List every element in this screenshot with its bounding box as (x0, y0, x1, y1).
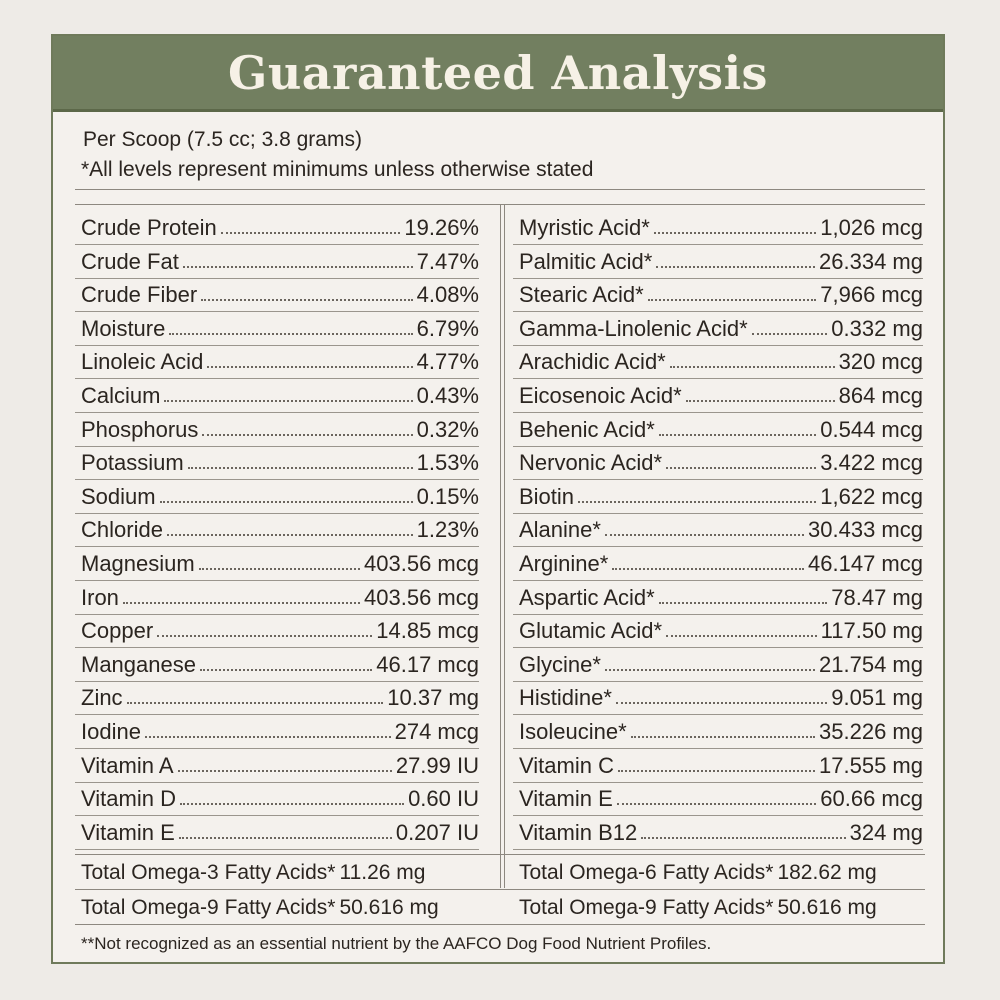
nutrient-name: Palmitic Acid* (519, 248, 653, 274)
nutrient-name: Phosphorus (81, 416, 199, 442)
dot-leader (670, 354, 835, 368)
dot-leader (188, 455, 413, 469)
nutrient-name: Vitamin E (519, 786, 613, 812)
nutrient-row (513, 514, 923, 547)
nutrient-row (513, 246, 923, 279)
nutrient-value: 274 mcg (394, 719, 479, 744)
nutrient-row (75, 279, 479, 312)
nutrient-value: 78.47 mg (831, 584, 923, 610)
nutrient-name: Chloride (81, 517, 163, 543)
nutrient-value: 6.79% (416, 315, 479, 341)
nutrient-row (75, 582, 479, 615)
nutrient-name: Iodine (81, 719, 141, 744)
nutrient-value: 403.56 mcg (364, 551, 479, 576)
dot-leader (157, 623, 372, 637)
nutrient-value: 27.99 IU (395, 752, 479, 778)
nutrient-name: Vitamin A (81, 752, 174, 778)
nutrient-row (513, 346, 923, 379)
dot-leader (179, 825, 392, 839)
nutrient-name: Glycine* (519, 651, 601, 677)
nutrient-name: Sodium (81, 483, 156, 509)
nutrient-name: Biotin (519, 483, 575, 509)
dot-leader (659, 590, 828, 604)
nutrient-row (75, 716, 479, 749)
nutrient-value: 17.555 mg (819, 752, 923, 778)
nutrient-row (513, 817, 923, 850)
nutrient-value: 7.47% (416, 248, 479, 274)
nutrient-value: 4.08% (416, 282, 479, 308)
nutrient-row (75, 548, 479, 581)
dot-leader (666, 623, 817, 637)
nutrient-value: 0.15% (416, 483, 479, 509)
nutrient-value: 35.226 mg (819, 719, 923, 744)
dot-leader (641, 825, 845, 839)
nutrient-name: Total Omega-9 Fatty Acids* (519, 896, 774, 919)
dot-leader (207, 354, 412, 368)
omega-3-row (81, 856, 425, 890)
nutrient-name: Vitamin C (519, 752, 614, 778)
serving-size: Per Scoop (7.5 cc; 3.8 grams) (83, 128, 362, 151)
nutrient-name: Total Omega-3 Fatty Acids* (81, 861, 336, 884)
nutrient-row (75, 649, 479, 682)
nutrient-row (75, 246, 479, 279)
nutrient-name: Linoleic Acid (81, 349, 204, 375)
nutrient-value: 60.66 mcg (820, 786, 923, 812)
dot-leader (617, 791, 817, 805)
dot-leader (200, 657, 372, 671)
nutrient-value: 182.62 mg (777, 861, 877, 884)
nutrient-row (513, 481, 923, 514)
nutrient-name: Eicosenoic Acid* (519, 383, 682, 408)
omega-9-row-left (81, 891, 439, 925)
nutrient-name: Potassium (81, 450, 184, 476)
nutrient-value: 4.77% (416, 349, 479, 375)
nutrient-row (513, 615, 923, 648)
dot-leader (199, 556, 360, 570)
nutrient-value: 7,966 mcg (820, 282, 923, 308)
omega-6-row (519, 856, 877, 890)
nutrient-value: 9.051 mg (831, 685, 923, 711)
dot-leader (648, 287, 817, 301)
dot-leader (202, 422, 412, 436)
dot-leader (127, 690, 384, 704)
nutrient-row (513, 447, 923, 480)
nutrient-row (75, 750, 479, 783)
nutrient-row (75, 615, 479, 648)
nutrient-name: Zinc (81, 685, 123, 711)
dot-leader (752, 321, 828, 335)
nutrient-value: 50.616 mg (777, 896, 877, 919)
divider-omega-top (75, 854, 925, 855)
dot-leader (178, 758, 392, 772)
nutrient-name: Myristic Acid* (519, 215, 650, 240)
nutrient-name: Crude Fat (81, 248, 179, 274)
nutrient-name: Aspartic Acid* (519, 584, 655, 610)
dot-leader (221, 220, 401, 234)
nutrient-name: Arachidic Acid* (519, 349, 666, 375)
column-divider-2 (504, 204, 505, 888)
nutrient-name: Glutamic Acid* (519, 618, 663, 644)
nutrient-name: Iron (81, 584, 119, 610)
dot-leader (605, 522, 804, 536)
nutrient-row (513, 649, 923, 682)
dot-leader (164, 388, 412, 402)
nutrient-value: 46.147 mcg (808, 551, 923, 576)
nutrient-name: Gamma-Linolenic Acid* (519, 315, 748, 341)
nutrient-name: Alanine* (519, 517, 601, 543)
nutrient-row (75, 682, 479, 715)
nutrient-name: Arginine* (519, 551, 609, 576)
guaranteed-analysis-panel (51, 34, 945, 964)
nutrient-row (513, 212, 923, 245)
dot-leader (180, 791, 404, 805)
nutrient-value: 1,622 mcg (820, 483, 923, 509)
nutrient-name: Copper (81, 618, 154, 644)
nutrient-value: 0.332 mg (831, 315, 923, 341)
dot-leader (618, 758, 815, 772)
nutrient-value: 50.616 mg (339, 896, 439, 919)
nutrient-value: 864 mcg (838, 383, 923, 408)
nutrient-row (75, 212, 479, 245)
nutrient-row (75, 380, 479, 413)
nutrient-value: 117.50 mg (820, 618, 923, 644)
nutrient-row (75, 313, 479, 346)
nutrient-row (75, 414, 479, 447)
nutrient-value: 324 mg (849, 819, 923, 845)
nutrient-row (75, 817, 479, 850)
dot-leader (605, 657, 815, 671)
nutrient-value: 21.754 mg (819, 651, 923, 677)
nutrient-value: 46.17 mcg (376, 651, 479, 677)
nutrient-name: Magnesium (81, 551, 195, 576)
dot-leader (656, 254, 815, 268)
page-title: Guaranteed Analysis (228, 45, 768, 100)
nutrient-row (513, 783, 923, 816)
nutrient-name: Behenic Acid* (519, 416, 655, 442)
minimums-note: *All levels represent minimums unless otherwise stated (81, 158, 594, 181)
nutrient-value: 0.32% (416, 416, 479, 442)
nutrient-row (513, 716, 923, 749)
dot-leader (123, 590, 360, 604)
dot-leader (201, 287, 412, 301)
nutrient-row (513, 582, 923, 615)
title-banner (53, 36, 943, 112)
dot-leader (169, 321, 412, 335)
nutrient-row (513, 279, 923, 312)
nutrient-name: Manganese (81, 651, 196, 677)
nutrient-name: Isoleucine* (519, 719, 627, 744)
nutrient-name: Vitamin B12 (519, 819, 638, 845)
dot-leader (183, 254, 413, 268)
dot-leader (659, 422, 817, 436)
divider-top (75, 189, 925, 190)
nutrient-name: Total Omega-9 Fatty Acids* (81, 896, 336, 919)
nutrient-row (513, 682, 923, 715)
dot-leader (160, 489, 413, 503)
nutrient-name: Histidine* (519, 685, 612, 711)
dot-leader (631, 724, 815, 738)
nutrient-name: Crude Protein (81, 215, 217, 240)
nutrient-row (75, 346, 479, 379)
dot-leader (686, 388, 835, 402)
nutrient-row (513, 750, 923, 783)
dot-leader (616, 690, 827, 704)
nutrient-name: Calcium (81, 383, 161, 408)
nutrient-value: 26.334 mg (819, 248, 923, 274)
nutrient-row (513, 414, 923, 447)
nutrient-row (75, 783, 479, 816)
dot-leader (167, 522, 413, 536)
dot-leader (578, 489, 816, 503)
nutrient-name: Crude Fiber (81, 282, 198, 308)
nutrient-name: Vitamin D (81, 786, 176, 812)
nutrient-name: Nervonic Acid* (519, 450, 663, 476)
dot-leader (612, 556, 804, 570)
nutrient-name: Vitamin E (81, 819, 175, 845)
nutrient-value: 14.85 mcg (376, 618, 479, 644)
nutrient-value: 1.53% (416, 450, 479, 476)
dot-leader (666, 455, 816, 469)
nutrient-value: 10.37 mg (387, 685, 479, 711)
nutrient-value: 0.60 IU (408, 786, 479, 812)
nutrient-value: 1.23% (416, 517, 479, 543)
nutrient-value: 3.422 mcg (820, 450, 923, 476)
nutrient-value: 11.26 mg (339, 861, 426, 884)
nutrient-name: Moisture (81, 315, 166, 341)
omega-9-row-right (519, 891, 877, 925)
dot-leader (654, 220, 816, 234)
nutrient-value: 30.433 mcg (808, 517, 923, 543)
nutrient-name: Stearic Acid* (519, 282, 644, 308)
dot-leader (145, 724, 391, 738)
nutrient-value: 320 mcg (838, 349, 923, 375)
nutrient-row (513, 548, 923, 581)
nutrient-value: 1,026 mcg (820, 215, 923, 240)
nutrient-row (513, 313, 923, 346)
nutrient-value: 0.544 mcg (820, 416, 923, 442)
nutrient-value: 0.43% (416, 383, 479, 408)
nutrient-row (513, 380, 923, 413)
footnote: **Not recognized as an essential nutrient by the AAFCO Dog Food Nutrient Profiles. (81, 934, 712, 953)
nutrient-value: 19.26% (404, 215, 479, 240)
nutrient-row (75, 481, 479, 514)
nutrient-value: 403.56 mcg (364, 584, 479, 610)
nutrient-row (75, 514, 479, 547)
nutrient-name: Total Omega-6 Fatty Acids* (519, 861, 774, 884)
column-divider (500, 204, 501, 888)
nutrient-row (75, 447, 479, 480)
nutrient-value: 0.207 IU (395, 819, 479, 845)
